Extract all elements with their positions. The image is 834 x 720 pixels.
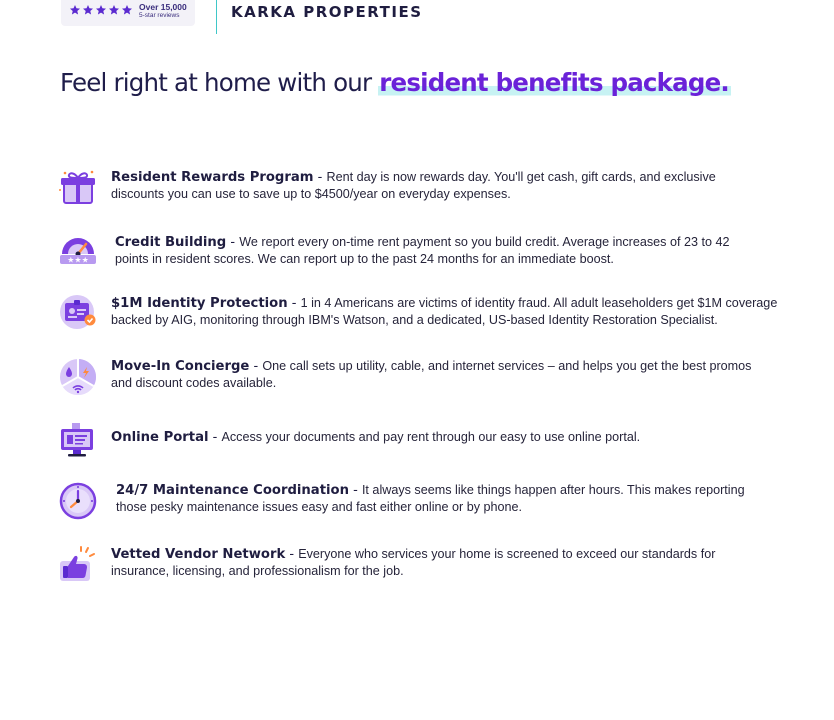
benefit-title: $1M Identity Protection bbox=[111, 296, 288, 311]
benefit-separator: - bbox=[249, 359, 263, 374]
reviews-badge bbox=[61, 0, 195, 26]
benefit-text bbox=[116, 482, 776, 515]
benefit-text bbox=[111, 358, 771, 391]
star-icon bbox=[121, 4, 133, 18]
svg-text:★★★: ★★★ bbox=[67, 255, 89, 265]
benefit-title: Credit Building bbox=[115, 235, 227, 250]
star-icon bbox=[95, 4, 107, 18]
benefit-title: Resident Rewards Program bbox=[111, 170, 314, 185]
credit-gauge-icon bbox=[58, 234, 98, 274]
clock-icon bbox=[58, 482, 98, 522]
benefit-separator: - bbox=[285, 547, 299, 562]
headline-accent: resident benefits package. bbox=[379, 68, 729, 97]
header-divider bbox=[216, 0, 217, 34]
utilities-icon bbox=[58, 358, 98, 398]
benefit-title: Vetted Vendor Network bbox=[111, 547, 286, 562]
reviews-text bbox=[139, 3, 187, 19]
benefit-description: We report every on-time rent payment so you build credit. Average increases of 23 to 42 points in resident scores. We can report up to the past 24 months for an immediate boost. bbox=[115, 235, 730, 266]
benefit-description: Everyone who services your home is screened to exceed our standards for insurance, licensing, and professionalism for the job. bbox=[111, 547, 716, 578]
headline-plain: Feel right at home with our bbox=[60, 68, 379, 97]
reviews-count: Over 15,000 bbox=[139, 2, 187, 12]
thumbs-up-icon bbox=[58, 546, 98, 586]
star-rating bbox=[69, 4, 133, 18]
brand-name: KARKA PROPERTIES bbox=[231, 3, 423, 21]
star-icon bbox=[82, 4, 94, 18]
benefit-description: One call sets up utility, cable, and internet services – and helps you get the best promos and discount codes available. bbox=[111, 359, 752, 390]
benefit-title: Online Portal bbox=[111, 430, 209, 445]
gift-icon bbox=[58, 169, 98, 209]
benefit-separator: - bbox=[226, 235, 240, 250]
star-icon bbox=[69, 4, 81, 18]
benefit-title: Move-In Concierge bbox=[111, 359, 250, 374]
page-headline bbox=[60, 66, 830, 100]
star-icon bbox=[108, 4, 120, 18]
benefit-title: 24/7 Maintenance Coordination bbox=[116, 483, 349, 498]
benefit-description: It always seems like things happen after hours. This makes reporting those pesky maintenance issues easy and fast either online or by phone. bbox=[116, 483, 745, 514]
benefit-separator: - bbox=[313, 170, 327, 185]
benefit-separator: - bbox=[348, 483, 362, 498]
benefit-text bbox=[115, 234, 765, 267]
identity-badge-icon bbox=[58, 295, 98, 335]
benefit-text bbox=[111, 169, 751, 202]
benefit-description: Rent day is now rewards day. You'll get cash, gift cards, and exclusive discounts you can use to save up to $4500/year on everyday expenses. bbox=[111, 170, 716, 201]
reviews-subtext: 5-star reviews bbox=[139, 11, 180, 19]
benefit-description: 1 in 4 Americans are victims of identity fraud. All adult leaseholders get $1M coverage backed by AIG, monitoring through IBM's Watson, and a dedicated, US-based Identity Restoration Specialist. bbox=[111, 296, 778, 327]
benefit-text bbox=[111, 546, 761, 579]
benefit-separator: - bbox=[287, 296, 301, 311]
benefit-separator: - bbox=[208, 430, 222, 445]
page-header bbox=[0, 0, 834, 36]
portal-monitor-icon bbox=[58, 422, 98, 462]
benefit-text bbox=[111, 295, 781, 328]
benefit-description: Access your documents and pay rent through our easy to use online portal. bbox=[221, 430, 641, 444]
benefit-text bbox=[111, 429, 771, 446]
